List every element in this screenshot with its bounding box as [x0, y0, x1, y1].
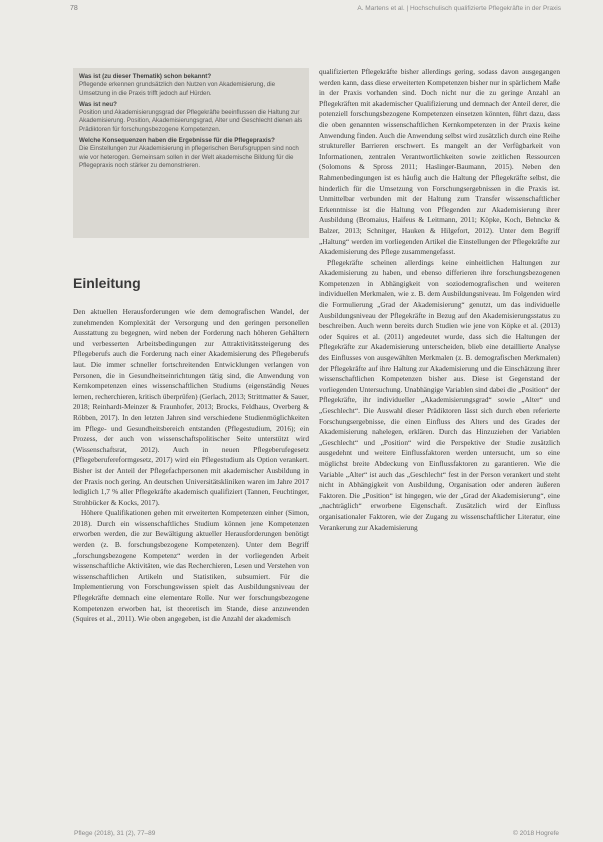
- footer-copyright: © 2018 Hogrefe: [513, 830, 559, 837]
- key-points-box: [73, 68, 309, 238]
- box-answer: Pflegende erkennen grundsätzlich den Nutzen von Akademisierung, die Umsetzung in die Praxis trifft jedoch auf Hürden.: [79, 81, 276, 97]
- running-head: A. Martens et al. | Hochschulisch qualifizierte Pflegekräfte in der Praxis: [357, 5, 561, 12]
- paragraph: Höhere Qualifikationen gehen mit erweiterten Kompetenzen einher (Simon, 2018). Durch ein wissenschaftliches Studium können jene Kompetenzen erworben werden, die zur Bewältigung aktueller Herausforderungen benötigt werden (z. B. forschungsbezogene Kompetenzen). Unter dem Begriff „forschungsbezogene Kompetenz“ werden in der vorliegenden Arbeit wissenschaftliche Aktivitäten, wie das Recherchieren, Lesen und Verstehen von wissenschaftlichen Artikeln und Statistiken, subsumiert. Für die Implementierung von Forschungswissen spielt das Ausbildungsniveau der Pflegekräfte demnach eine elementare Rolle. Nur wer forschungsbezogene Kompetenzen erworben hat, ist theoretisch im Stande, diese anzuwenden (Squires et al., 2011). Wie oben angegeben, ist die Anzahl der akademisch: [73, 508, 309, 624]
- paragraph: Pflegekräfte scheinen allerdings keine einheitlichen Haltungen zur Akademisierung zu haben, und ebenso differieren ihre forschungsbezogenen Kompetenzen in Abhängigkeit von soziodemografischen und weiteren individuellen Merkmalen, wie z. B. dem Ausbildungsniveau. Im Folgenden wird die Formulierung „Grad der Akademisierung“ genutzt, um das individuelle Ausbildungsniveau der Pflegekräfte in Bezug auf den Akademisierungsstatus zu beschreiben. Auch wenn bereits durch Studien wie jene von Köpke et al. (2013) oder Squires et al. (2011) angedeutet wurde, dass sich die Haltungen der Pflegekräfte zur Akademisierung unterscheiden, blieb eine detaillierte Analyse des Einflusses von ausgewählten Merkmalen (z. B. demografischen Merkmalen) der Pflegekräfte auf ihre Haltung zur Akademisierung und die Einschätzung ihrer wissenschaftlichen Kompetenzen bisher aus. Diese ist Gegenstand der vorliegenden Untersuchung. Unabhängige Variablen sind dabei die „Position“ der Pflegekräfte, ihr individueller „Akademisierungsgrad“ sowie „Alter“ und „Geschlecht“. Die Auswahl dieser Prädiktoren lässt sich durch eben referierte Forschungsergebnisse, die einen Einfluss des Alters und des Grades der Akademisierung nahelegen, erklären. Durch das Hinzuziehen der Variablen „Geschlecht“ und „Position“ wird die Perspektive der Studie zusätzlich ausgedehnt und weitere Einflussfaktoren werden untersucht, um so eine möglichst breite Abdeckung von Einflussfaktoren zu garantieren. Wie die Variable „Alter“ ist auch das „Geschlecht“ fest in der Person verankert und steht nicht in Abhängigkeit von Ausbildung, Organisation oder anderen äußeren Faktoren. Die „Position“ ist hingegen, wie der „Grad der Akademisierung“, eine „nachträglich“ erworbene Eigenschaft. Zusätzlich wird der Einfluss organisationaler Faktoren, wie der Zugang zu wissenschaftlicher Literatur, eine Verankerung zur Akademisierung: [319, 257, 560, 532]
- page-number: 78: [70, 5, 78, 12]
- box-question: Welche Konsequenzen haben die Ergebnisse für die Pflegepraxis?: [79, 137, 275, 145]
- paragraph: qualifizierten Pflegekräfte bisher allerdings gering, sodass davon ausgegangen werden kann, dass diese erweiterten Kompetenzen bisher nur in spärlichem Maße in der Praxis vorhanden sind. Doch nicht nur die zu geringe Anzahl an Pflegekräften mit akademischer Qualifizierung und demnach der Anteil derer, die potenziell forschungsbezogene Kompetenzen einsetzen könnten, führt dazu, dass die oben genannten wissenschaftlichen Kernkompetenzen in der Praxis keine Anwendung finden. Auch die Anwendung selbst wird zusätzlich durch eine Reihe struktureller Barrieren erschwert. Es mangelt an der Verfügbarkeit von Informationen, zentralen Verantwortlichkeiten sowie zeitlichen Ressourcen (Solomons & Spross 2011; Haslinger-Baumann, 2015). Neben den Rahmenbedingungen ist es häufig auch die Haltung der Pflegekräfte selbst, die hinderlich für die Umsetzung von Forschungsergebnissen in die Praxis ist. Unmittelbar verbunden mit der Haltung zum Transfer wissenschaftlicher Erkenntnisse ist die Haltung von Pflegenden zur Akademisierung ihrer Ausbildung (Bromaius, Haifeus & Leitmann, 2011; Köpke, Koch, Behncke & Balzer, 2013; Schnitger, Hauken & Hilgefort, 2012). Unter dem Begriff „Haltung“ werden im vorliegenden Artikel die Einstellungen der Pflegekräfte zur Akademisierung des Pflege zusammengefasst.: [319, 67, 560, 257]
- box-answer: Position und Akademisierungsgrad der Pflegekräfte beeinflussen die Haltung zur Akademisierung. Position, Akademisierungsgrad, Alter und Geschlecht dienen als Prädiktoren für forschungsbezogene Kompetenzen.: [79, 109, 303, 133]
- right-column: [319, 67, 560, 825]
- box-question: Was ist neu?: [79, 100, 117, 108]
- footer-journal: Pflege (2018), 31 (2), 77–89: [74, 830, 156, 837]
- box-answer: Die Einstellungen zur Akademisierung in pflegerischen Berufsgruppen sind noch wie vor heterogen. Gemeinsam sollen in der Welt akademische Bildung für die Pflegepraxis noch stärker zu demonstrieren.: [79, 145, 299, 169]
- section-heading: Einleitung: [73, 275, 141, 291]
- paragraph: Den aktuellen Herausforderungen wie dem demografischen Wandel, der zunehmenden Komplexität der Versorgung und den geringen personellen Ausstattung zu begegnen, wird neben der Forderung nach höheren Gehältern und verbesserten Arbeitsbedingungen zur Attraktivitätssteigerung des Pflegeberufs auch die Forderung nach einer Akademisierung des Pflegeberufs laut. Die immer schneller fortschreitenden Entwicklungen verlangen von Personen, die in Gesundheitseinrichtungen tätig sind, die Anwendung von Kernkompetenzen eines wissenschaftlichen Studiums (eigenständig Neues lernen, recherchieren, kritisch überprüfen) (Gerlach, 2013; Strittmatter & Sauer, 2018; Reinhardt-Meinzer & Fraunhofer, 2013; Brocks, Feldhaus, Overberg & Röbben, 2017). In den letzten Jahren sind verschiedene Studienmöglichkeiten im Pflege- und Gesundheitsbereich entstanden (Pflegestudium, 2016); ein Prozess, der auch von wissenschaftspolitischer Seite unterstützt wird (Wissenschaftsrat, 2012). Auch in neuen Pflegeberufegesetz (Pflegeberufereformgesetz, 2017) wird ein Pflegestudium als Option verankert. Bisher ist der Anteil der Pflegefachpersonen mit akademischer Ausbildung in der Praxis noch gering. An deutschen Universitätskliniken waren im Jahre 2017 lediglich 1,7 % aller Pflegekräfte akademisch qualifiziert (Tannen, Feuchtinger, Strohbücker & Kocks, 2017).: [73, 307, 309, 507]
- box-question: Was ist (zu dieser Thematik) schon bekannt?: [79, 73, 212, 80]
- left-column: [73, 307, 309, 821]
